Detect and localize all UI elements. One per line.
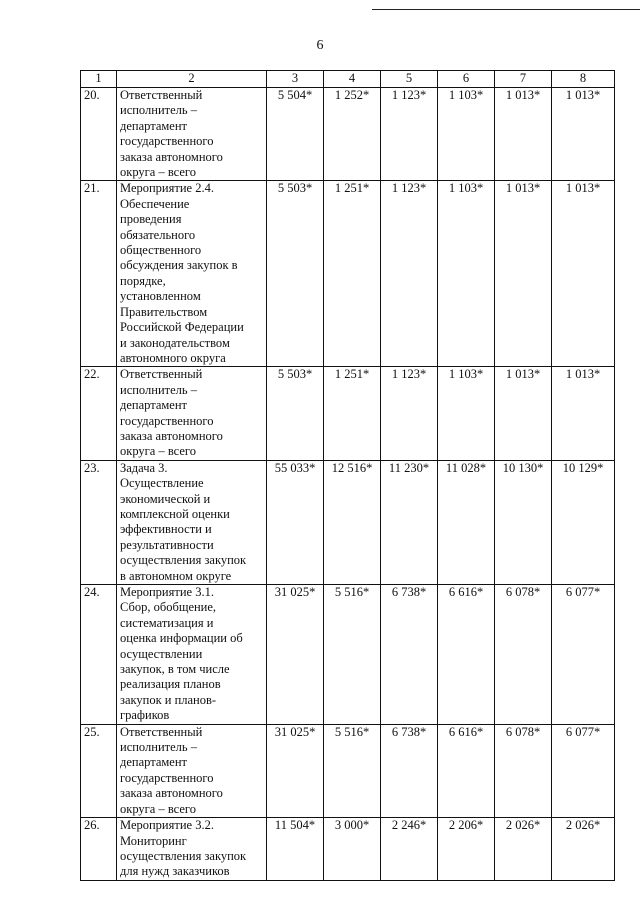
- value-cell: 6 616*: [438, 585, 495, 725]
- row-description: [117, 818, 267, 881]
- value-cell: 5 516*: [324, 585, 381, 725]
- value-cell: 3 000*: [324, 818, 381, 881]
- description-line: обязательного: [120, 227, 196, 242]
- description-line: установленном: [120, 289, 201, 304]
- value-cell: 1 013*: [495, 181, 552, 367]
- description-line: осуществления закупок: [120, 848, 247, 863]
- value-cell: 6 078*: [495, 724, 552, 817]
- row-description: [117, 181, 267, 367]
- value-cell: 1 123*: [381, 367, 438, 460]
- table-row: [81, 88, 615, 181]
- value-cell: 1 013*: [495, 367, 552, 460]
- description-line: заказа автономного: [120, 149, 223, 164]
- description-line: Российской Федерации: [120, 320, 244, 335]
- column-header: 7: [495, 71, 552, 88]
- value-cell: 31 025*: [267, 724, 324, 817]
- description-line: округа – всего: [120, 444, 196, 459]
- value-cell: 11 230*: [381, 460, 438, 584]
- description-line: департамент: [120, 398, 188, 413]
- description-line: Сбор, обобщение,: [120, 600, 217, 615]
- row-description: [117, 724, 267, 817]
- value-cell: 5 503*: [267, 367, 324, 460]
- description-line: экономической и: [120, 491, 211, 506]
- description-line: Мероприятие 3.2.: [120, 818, 214, 833]
- row-number: 23.: [81, 460, 117, 584]
- value-cell: 31 025*: [267, 585, 324, 725]
- row-number: 25.: [81, 724, 117, 817]
- description-line: Обеспечение: [120, 196, 190, 211]
- value-cell: 6 077*: [552, 585, 615, 725]
- description-line: государственного: [120, 413, 214, 428]
- description-line: для нужд заказчиков: [120, 864, 230, 879]
- row-number: 20.: [81, 88, 117, 181]
- column-header: 4: [324, 71, 381, 88]
- description-line: исполнитель –: [120, 103, 197, 118]
- value-cell: 5 503*: [267, 181, 324, 367]
- table-row: [81, 724, 615, 817]
- description-line: осуществления закупок: [120, 553, 247, 568]
- description-line: оценка информации об: [120, 631, 243, 646]
- column-header: 2: [117, 71, 267, 88]
- table-row: [81, 585, 615, 725]
- value-cell: 11 504*: [267, 818, 324, 881]
- value-cell: 6 077*: [552, 724, 615, 817]
- description-line: порядке,: [120, 273, 166, 288]
- value-cell: 2 206*: [438, 818, 495, 881]
- value-cell: 1 251*: [324, 367, 381, 460]
- table-body: [81, 88, 615, 881]
- value-cell: 10 130*: [495, 460, 552, 584]
- description-line: комплексной оценки: [120, 506, 230, 521]
- table-row: [81, 818, 615, 881]
- description-line: в автономном округе: [120, 568, 232, 583]
- row-description: [117, 585, 267, 725]
- value-cell: 1 103*: [438, 88, 495, 181]
- description-line: Мероприятие 2.4.: [120, 181, 214, 196]
- value-cell: 5 504*: [267, 88, 324, 181]
- description-line: эффективности и: [120, 522, 212, 537]
- value-cell: 1 103*: [438, 181, 495, 367]
- value-cell: 11 028*: [438, 460, 495, 584]
- description-line: автономного округа: [120, 350, 226, 365]
- description-line: округа – всего: [120, 165, 196, 180]
- description-line: осуществлении: [120, 646, 203, 661]
- description-line: графиков: [120, 708, 170, 723]
- value-cell: 5 516*: [324, 724, 381, 817]
- value-cell: 1 251*: [324, 181, 381, 367]
- program-funding-table: [80, 70, 615, 881]
- value-cell: 1 013*: [552, 367, 615, 460]
- value-cell: 1 252*: [324, 88, 381, 181]
- description-line: исполнитель –: [120, 740, 197, 755]
- column-header: 5: [381, 71, 438, 88]
- value-cell: 6 078*: [495, 585, 552, 725]
- value-cell: 12 516*: [324, 460, 381, 584]
- row-number: 26.: [81, 818, 117, 881]
- header-rule: [372, 9, 640, 10]
- description-line: закупок и планов-: [120, 692, 217, 707]
- description-line: Задача 3.: [120, 460, 168, 475]
- description-line: обсуждения закупок в: [120, 258, 238, 273]
- table-row: [81, 367, 615, 460]
- value-cell: 6 738*: [381, 585, 438, 725]
- page-number: 6: [316, 38, 324, 53]
- description-line: проведения: [120, 212, 182, 227]
- column-header: 1: [81, 71, 117, 88]
- value-cell: 1 013*: [552, 88, 615, 181]
- description-line: департамент: [120, 755, 188, 770]
- description-line: Ответственный: [120, 724, 203, 739]
- description-line: Ответственный: [120, 88, 203, 102]
- value-cell: 6 738*: [381, 724, 438, 817]
- row-description: [117, 367, 267, 460]
- value-cell: 1 123*: [381, 181, 438, 367]
- table-row: [81, 460, 615, 584]
- description-line: исполнитель –: [120, 382, 197, 397]
- description-line: Ответственный: [120, 367, 203, 382]
- value-cell: 2 246*: [381, 818, 438, 881]
- value-cell: 1 103*: [438, 367, 495, 460]
- description-line: государственного: [120, 770, 214, 785]
- row-number: 21.: [81, 181, 117, 367]
- row-number: 24.: [81, 585, 117, 725]
- value-cell: 6 616*: [438, 724, 495, 817]
- description-line: заказа автономного: [120, 786, 223, 801]
- description-line: закупок, в том числе: [120, 662, 230, 677]
- description-line: Осуществление: [120, 476, 204, 491]
- value-cell: 1 013*: [552, 181, 615, 367]
- table-row: [81, 181, 615, 367]
- column-header: 8: [552, 71, 615, 88]
- description-line: Мероприятие 3.1.: [120, 585, 214, 599]
- column-header: 6: [438, 71, 495, 88]
- description-line: и законодательством: [120, 335, 230, 350]
- column-number-row: [81, 71, 615, 88]
- value-cell: 10 129*: [552, 460, 615, 584]
- description-line: государственного: [120, 134, 214, 149]
- value-cell: 2 026*: [552, 818, 615, 881]
- row-description: [117, 88, 267, 181]
- value-cell: 1 123*: [381, 88, 438, 181]
- value-cell: 55 033*: [267, 460, 324, 584]
- value-cell: 1 013*: [495, 88, 552, 181]
- description-line: Мониторинг: [120, 833, 187, 848]
- value-cell: 2 026*: [495, 818, 552, 881]
- description-line: Правительством: [120, 304, 208, 319]
- description-line: округа – всего: [120, 801, 196, 816]
- description-line: заказа автономного: [120, 428, 223, 443]
- description-line: департамент: [120, 118, 188, 133]
- row-number: 22.: [81, 367, 117, 460]
- column-header: 3: [267, 71, 324, 88]
- row-description: [117, 460, 267, 584]
- description-line: систематизация и: [120, 615, 214, 630]
- description-line: результативности: [120, 537, 214, 552]
- description-line: реализация планов: [120, 677, 221, 692]
- description-line: общественного: [120, 243, 202, 258]
